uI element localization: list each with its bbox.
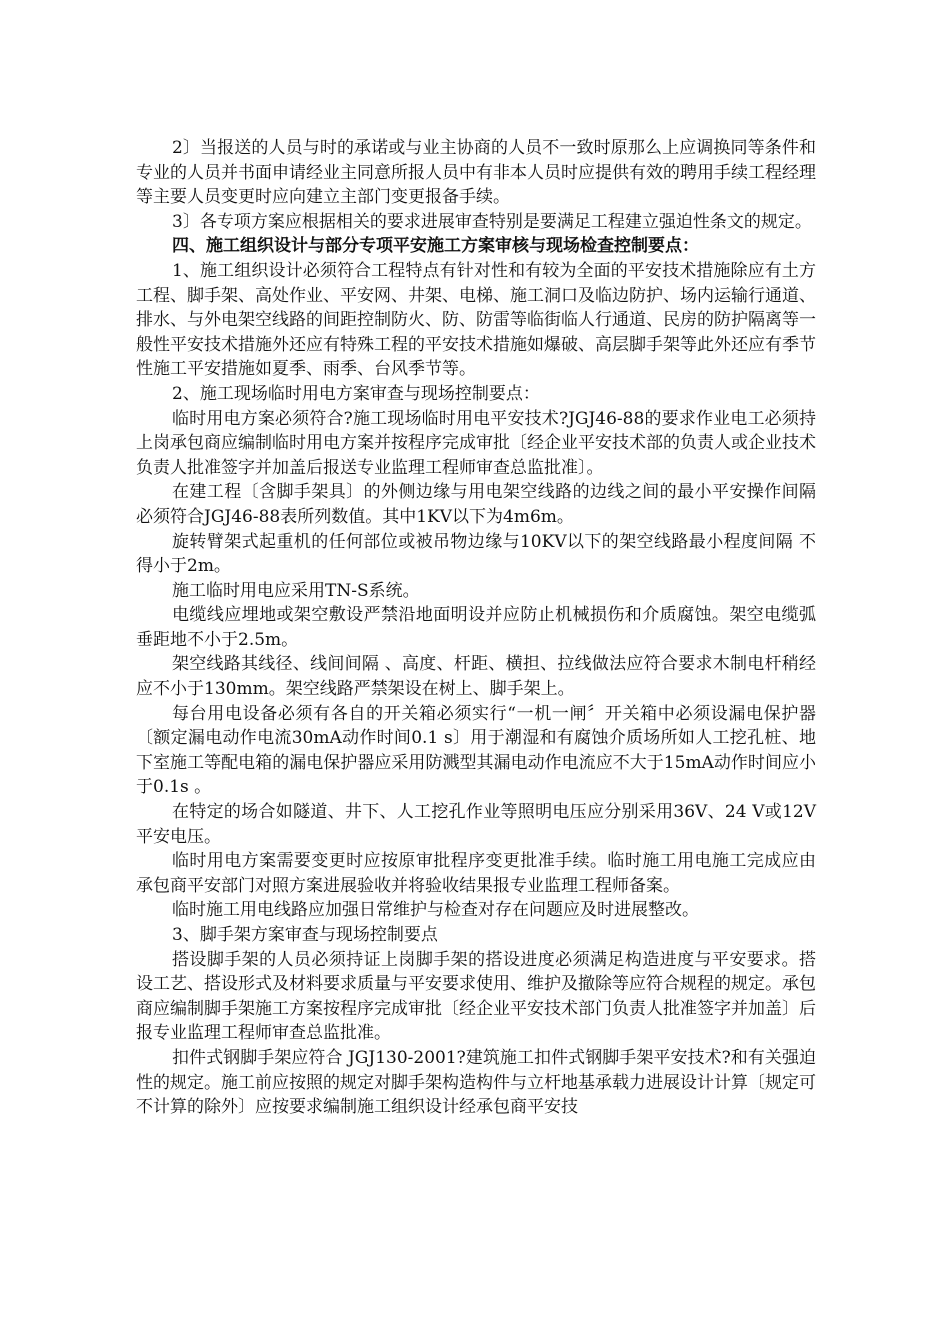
paragraph-6: 临时用电方案必须符合?施工现场临时用电平安技术?JGJ46-88的要求作业电工必须持上岗承包商应编制临时用电方案并按程序完成审批〔经企业平安技术部的负责人或企业技术负责人批准签字并加盖后报送专业监理工程师审查总监批准〕。	[136, 408, 816, 478]
paragraph-12: 每台用电设备必须有各自的开关箱必须实行“一机一闸〞开关箱中必须设漏电保护器〔额定漏电动作电流30mA动作时间0.1 s〕用于潮湿和有腐蚀介质场所如人工挖孔桩、地下室施工等配电箱的漏电保护器应采用防溅型其漏电动作电流应不大于15mA动作时间应小于0.1s 。	[136, 703, 816, 798]
paragraph-9: 施工临时用电应采用TN-S系统。	[172, 580, 420, 601]
paragraph-18: 扣件式钢脚手架应符合 JGJ130-2001?建筑施工扣件式钢脚手架平安技术?和有关强迫性的规定。施工前应按照的规定对脚手架构造构件与立杆地基承载力进展设计计算〔规定可不计算的除外〕应按要求编制施工组织设计经承包商平安技	[136, 1047, 816, 1118]
paragraph-10: 电缆线应埋地或架空敷设严禁沿地面明设并应防止机械损伤和介质腐蚀。架空电缆弧垂距地不小于2.5m。	[136, 605, 816, 650]
paragraph-8: 旋转臂架式起重机的任何部位或被吊物边缘与10KV以下的架空线路最小程度间隔 不得小于2m。	[136, 531, 816, 577]
paragraph-15: 临时施工用电线路应加强日常维护与检查对存在问题应及时进展整改。	[172, 900, 699, 921]
paragraph-7: 在建工程〔含脚手架具〕的外侧边缘与用电架空线路的边线之间的最小平安操作间隔 必须符合JGJ46-88表所列数值。其中1KV以下为4m6m。	[136, 482, 816, 527]
document-page	[136, 136, 816, 1120]
paragraph-1: 2〕当报送的人员与时的承诺或与业主协商的人员不一致时原那么上应调换同等条件和专业的人员并书面申请经业主同意所报人员中有非本人员时应提供有效的聘用手续工程经理等主要人员变更时应向建立主部门变更报备手续。	[136, 138, 816, 208]
paragraph-11: 架空线路其线径、线间间隔 、高度、杆距、横担、拉线做法应符合要求木制电杆稍经应不小于130mm。架空线路严禁架设在树上、脚手架上。	[136, 654, 816, 700]
paragraph-2: 3〕各专项方案应根据相关的要求进展审查特别是要满足工程建立强迫性条文的规定。	[172, 211, 812, 232]
subheading-electric: 2、施工现场临时用电方案审查与现场控制要点：	[172, 383, 540, 404]
section-heading: 四、施工组织设计与部分专项平安施工方案审核与现场检查控制要点：	[172, 236, 699, 257]
subheading-scaffold: 3、脚手架方案审查与现场控制要点	[172, 925, 438, 945]
paragraph-17: 搭设脚手架的人员必须持证上岗脚手架的搭设进度必须满足构造进度与平安要求。搭设工艺、搭设形式及材料要求质量与平安要求使用、维护及撤除等应符合规程的规定。承包商应编制脚手架施工方案按程序完成审批〔经企业平安技术部门负责人批准签字并加盖〕后报专业监理工程师审查总监批准。	[136, 949, 816, 1044]
paragraph-13: 在特定的场合如隧道、井下、人工挖孔作业等照明电压应分别采用36V、24 V或12V平安电压。	[136, 802, 816, 847]
paragraph-4: 1、施工组织设计必须符合工程特点有针对性和有较为全面的平安技术措施除应有土方工程、脚手架、高处作业、平安网、井架、电梯、施工洞口及临边防护、场内运输行通道、排水、与外电架空线路的间距控制防火、防、防雷等临街临人行通道、民房的防护隔离等一般性平安技术措施外还应有特殊工程的平安技术措施如爆破、高层脚手架等此外还应有季节性施工平安措施如夏季、雨季、台风季节等。	[136, 260, 816, 380]
paragraph-14: 临时用电方案需要变更时应按原审批程序变更批准手续。临时施工用电施工完成应由承包商平安部门对照方案进展验收并将验收结果报专业监理工程师备案。	[136, 851, 816, 896]
